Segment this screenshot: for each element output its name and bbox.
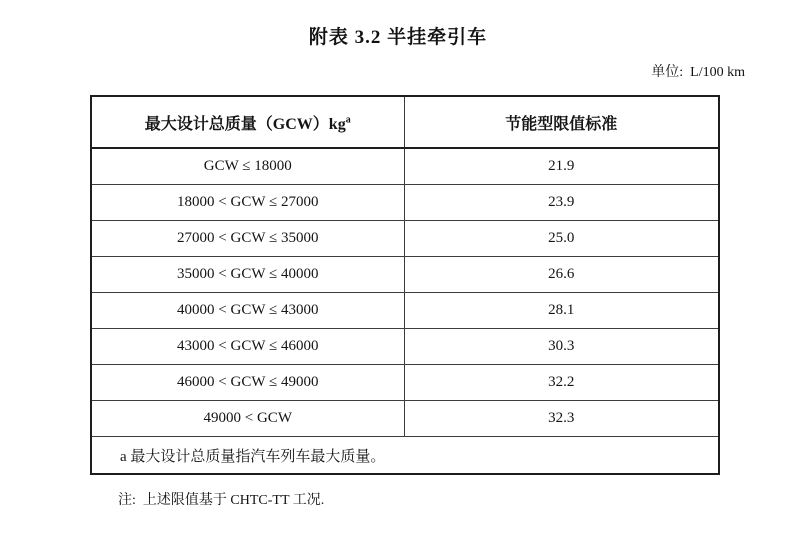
limit-value-cell: 21.9 xyxy=(404,148,719,185)
limit-value-cell: 23.9 xyxy=(404,185,719,221)
limit-value-cell: 32.3 xyxy=(404,401,719,437)
limit-value-cell: 32.2 xyxy=(404,365,719,401)
table-footnote-row xyxy=(91,437,719,475)
table-row xyxy=(91,185,719,221)
gcw-range-cell: 49000 < GCW xyxy=(91,401,404,437)
gcw-range-cell: 35000 < GCW ≤ 40000 xyxy=(91,257,404,293)
gcw-range-cell: 43000 < GCW ≤ 46000 xyxy=(91,329,404,365)
limits-table xyxy=(90,95,720,475)
table-row xyxy=(91,365,719,401)
table-row xyxy=(91,257,719,293)
table-header-row xyxy=(91,96,719,148)
table-row xyxy=(91,221,719,257)
limit-value-cell: 28.1 xyxy=(404,293,719,329)
table-footnote: a 最大设计总质量指汽车列车最大质量。 xyxy=(91,437,719,475)
table-header-gcw-label: 最大设计总质量（GCW）kg xyxy=(144,115,346,133)
table-row xyxy=(91,148,719,185)
gcw-range-cell: 18000 < GCW ≤ 27000 xyxy=(91,185,404,221)
limit-value-cell: 26.6 xyxy=(404,257,719,293)
table-header-gcw xyxy=(91,96,404,148)
table-header-limit: 节能型限值标准 xyxy=(404,96,719,148)
note-text: 注: 上述限值基于 CHTC-TT 工况. xyxy=(118,493,325,508)
gcw-range-cell: 27000 < GCW ≤ 35000 xyxy=(91,221,404,257)
gcw-range-cell: 46000 < GCW ≤ 49000 xyxy=(91,365,404,401)
superscript-a: a xyxy=(345,114,351,126)
limit-value-cell: 30.3 xyxy=(404,329,719,365)
table-row xyxy=(91,329,719,365)
unit-label: 单位: L/100 km xyxy=(651,65,745,80)
page-title: 附表 3.2 半挂牵引车 xyxy=(308,27,488,48)
table-row xyxy=(91,401,719,437)
table-row xyxy=(91,293,719,329)
limit-value-cell: 25.0 xyxy=(404,221,719,257)
gcw-range-cell: 40000 < GCW ≤ 43000 xyxy=(91,293,404,329)
gcw-range-cell: GCW ≤ 18000 xyxy=(91,148,404,185)
